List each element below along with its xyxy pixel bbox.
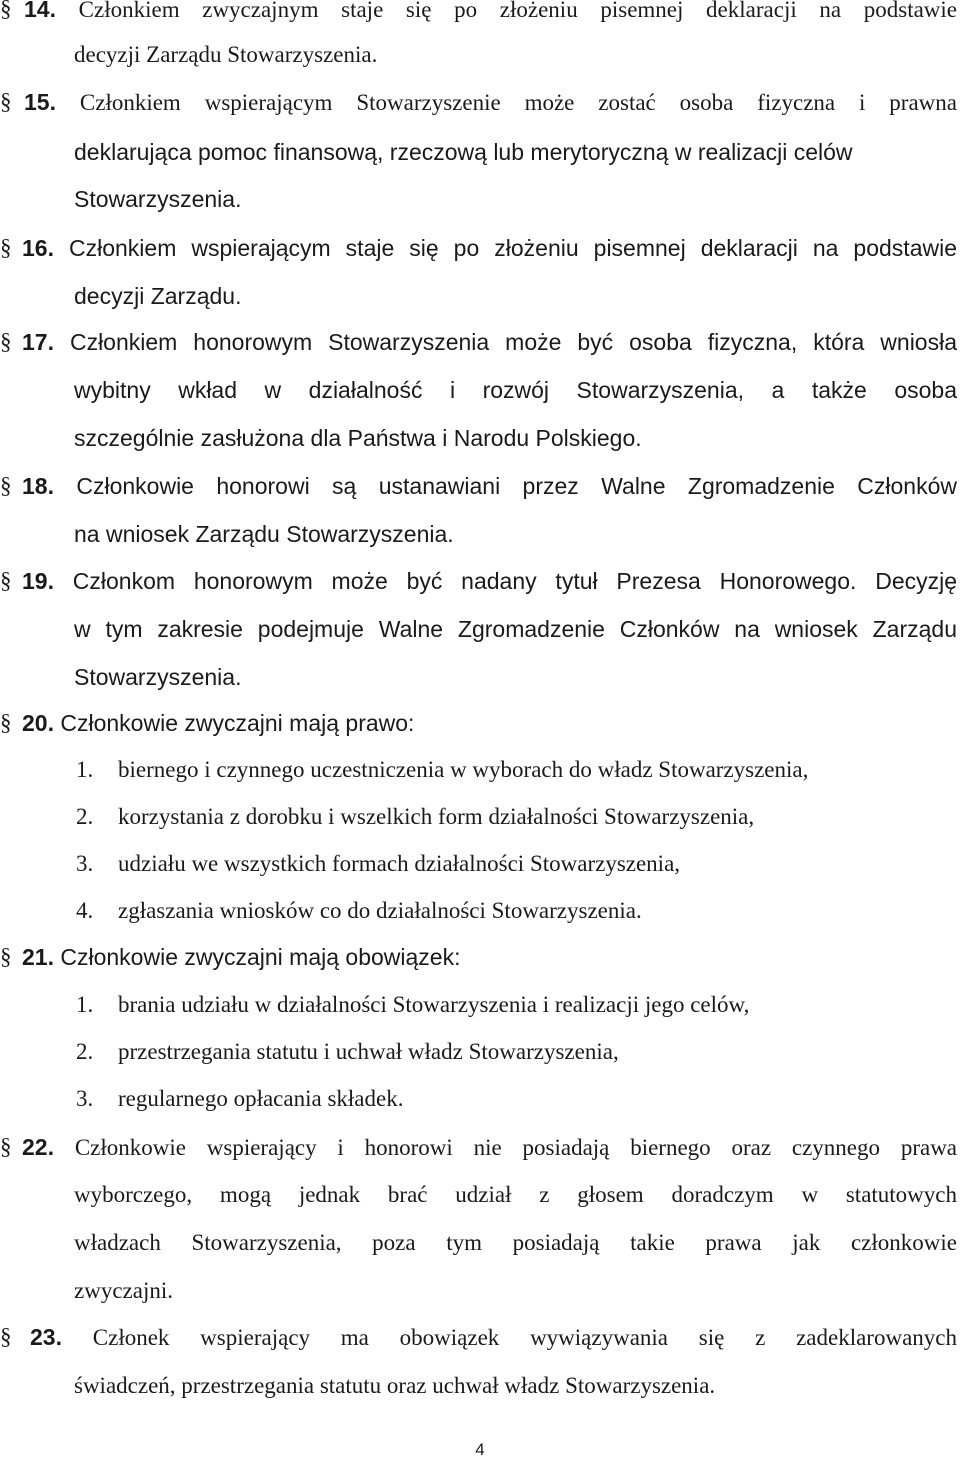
- paragraph-line: decyzji Zarządu.: [74, 283, 242, 309]
- paragraph-number: 18.: [22, 473, 54, 499]
- section-sign: §: [0, 473, 12, 498]
- section-sign: §: [0, 568, 12, 593]
- paragraph-number: 23.: [30, 1324, 62, 1350]
- paragraph-line: 19. Członkom honorowym może być nadany tytuł Prezesa Honorowego. Decyzję: [22, 568, 958, 594]
- paragraph-line: zwyczajni.: [74, 1278, 173, 1303]
- paragraph-line: na wniosek Zarządu Stowarzyszenia.: [74, 521, 454, 547]
- section-sign: §: [0, 329, 12, 354]
- paragraph-line: Stowarzyszenia.: [74, 664, 242, 690]
- paragraph-line: 18. Członkowie honorowi są ustanawiani przez Walne Zgromadzenie Członków: [22, 473, 957, 499]
- paragraph-number: 22.: [22, 1134, 54, 1160]
- section-sign: §: [0, 1134, 12, 1159]
- paragraph-line: Stowarzyszenia.: [74, 186, 242, 212]
- paragraph-line: deklarująca pomoc finansową, rzeczową lub merytoryczną w realizacji celów: [74, 139, 853, 165]
- paragraph-line: wyborczego, mogą jednak brać udział z głosem doradczym w statutowych: [74, 1182, 957, 1207]
- paragraph-line: 20. Członkowie zwyczajni mają prawo:: [22, 710, 415, 736]
- section-sign: §: [0, 0, 12, 21]
- section-sign: §: [0, 710, 12, 735]
- paragraph-line: władzach Stowarzyszenia, poza tym posiadają takie prawa jak członkowie: [74, 1230, 957, 1255]
- paragraph-line: szczególnie zasłużona dla Państwa i Narodu Polskiego.: [74, 425, 642, 451]
- paragraph-line: decyzji Zarządu Stowarzyszenia.: [74, 42, 378, 67]
- document-page: § 14. Członkiem zwyczajnym staje się po złożeniu pisemnej deklaracji na podstawie decyzji Zarządu Stowarzyszenia. § 15. Członkiem wspierającym Stowarzyszenie może zostać osoba fizyczna i prawna deklarująca pomoc finansową, rzeczową lub merytoryczną w realizacji celów Stowarzyszenia. § 16. Członkiem wspierającym staje się po złożeniu pisemnej deklaracji na podstawie decyzji Zarządu. § 17. Członkiem honorowym Stowarzyszenia może być osoba fizyczna, która wniosła wybitny wkład w działalność i rozwój Stowarzyszenia, a także osoba szczególnie zasłużona dla Państwa i Narodu Polskiego. § 18. Członkowie honorowi są ustanawiani przez Walne Zgromadzenie Członków na wniosek Zarządu Stowarzyszenia. § 19. Członkom honorowym może być nadany tytuł Prezesa Honorowego. Decyzję w tym zakresie podejmuje Walne Zgromadzenie Członków na wniosek Zarządu Stowarzyszenia. § 20. Członkowie zwyczajni mają prawo: 1. biernego i czynnego uczestniczenia w wyborach do władz Stowarzyszenia, 2. korzystania z dorobku i wszelkich form działalności Stowarzyszenia, 3. udziału we wszystkich formach działalności Stowarzyszenia, 4. zgłaszania wniosków co do działalności Stowarzyszenia. § 21. Członkowie zwyczajni mają obowiązek: 1. brania udziału w działalności Stowarzyszenia i realizacji jego celów, 2. przestrzegania statutu i uchwał władz Stowarzyszenia, 3. regularnego opłacania składek. § 22. Członkowie wspierający i honorowi nie posiadają biernego oraz czynnego prawa wyborczego, mogą jednak brać udział z głosem doradczym w statutowych władzach Stowarzyszenia, poza tym posiadają takie prawa jak członkowie zwyczajni. § 23. Członek wspierający ma obowiązek wywiązywania się z zadeklarowanych świadczeń, przestrzegania statutu oraz uchwał władz Stowarzyszenia. 4: [0, 0, 960, 1466]
- page-number: 4: [475, 1440, 485, 1459]
- section-sign: §: [0, 944, 12, 969]
- paragraph-line: 17. Członkiem honorowym Stowarzyszenia może być osoba fizyczna, która wniosła: [22, 329, 957, 355]
- paragraph-line: 22. Członkowie wspierający i honorowi nie posiadają biernego oraz czynnego prawa: [22, 1134, 958, 1160]
- paragraph-line: w tym zakresie podejmuje Walne Zgromadzenie Członków na wniosek Zarządu: [74, 616, 957, 642]
- paragraph-number: 19.: [22, 568, 54, 594]
- section-sign: §: [0, 1324, 12, 1349]
- paragraph-line: 15. Członkiem wspierającym Stowarzyszenie może zostać osoba fizyczna i prawna: [24, 89, 957, 115]
- section-sign: §: [0, 89, 12, 114]
- paragraph-number: 21.: [22, 944, 54, 970]
- paragraph-number: 17.: [22, 329, 54, 355]
- section-sign: §: [0, 235, 12, 260]
- paragraph-number: 14.: [24, 0, 56, 22]
- paragraph-line: 23. Członek wspierający ma obowiązek wywiązywania się z zadeklarowanych: [30, 1324, 957, 1350]
- paragraph-line: wybitny wkład w działalność i rozwój Stowarzyszenia, a także osoba: [74, 377, 957, 403]
- paragraph-number: 20.: [22, 710, 54, 736]
- paragraph-number: 15.: [24, 89, 56, 115]
- paragraph-line: 14. Członkiem zwyczajnym staje się po złożeniu pisemnej deklaracji na podstawie: [24, 0, 957, 25]
- paragraph-line: świadczeń, przestrzegania statutu oraz uchwał władz Stowarzyszenia.: [74, 1373, 716, 1398]
- paragraph-line: 21. Członkowie zwyczajni mają obowiązek:: [22, 944, 461, 970]
- paragraph-line: 16. Członkiem wspierającym staje się po złożeniu pisemnej deklaracji na podstawie: [22, 235, 958, 261]
- paragraph-number: 16.: [22, 235, 54, 261]
